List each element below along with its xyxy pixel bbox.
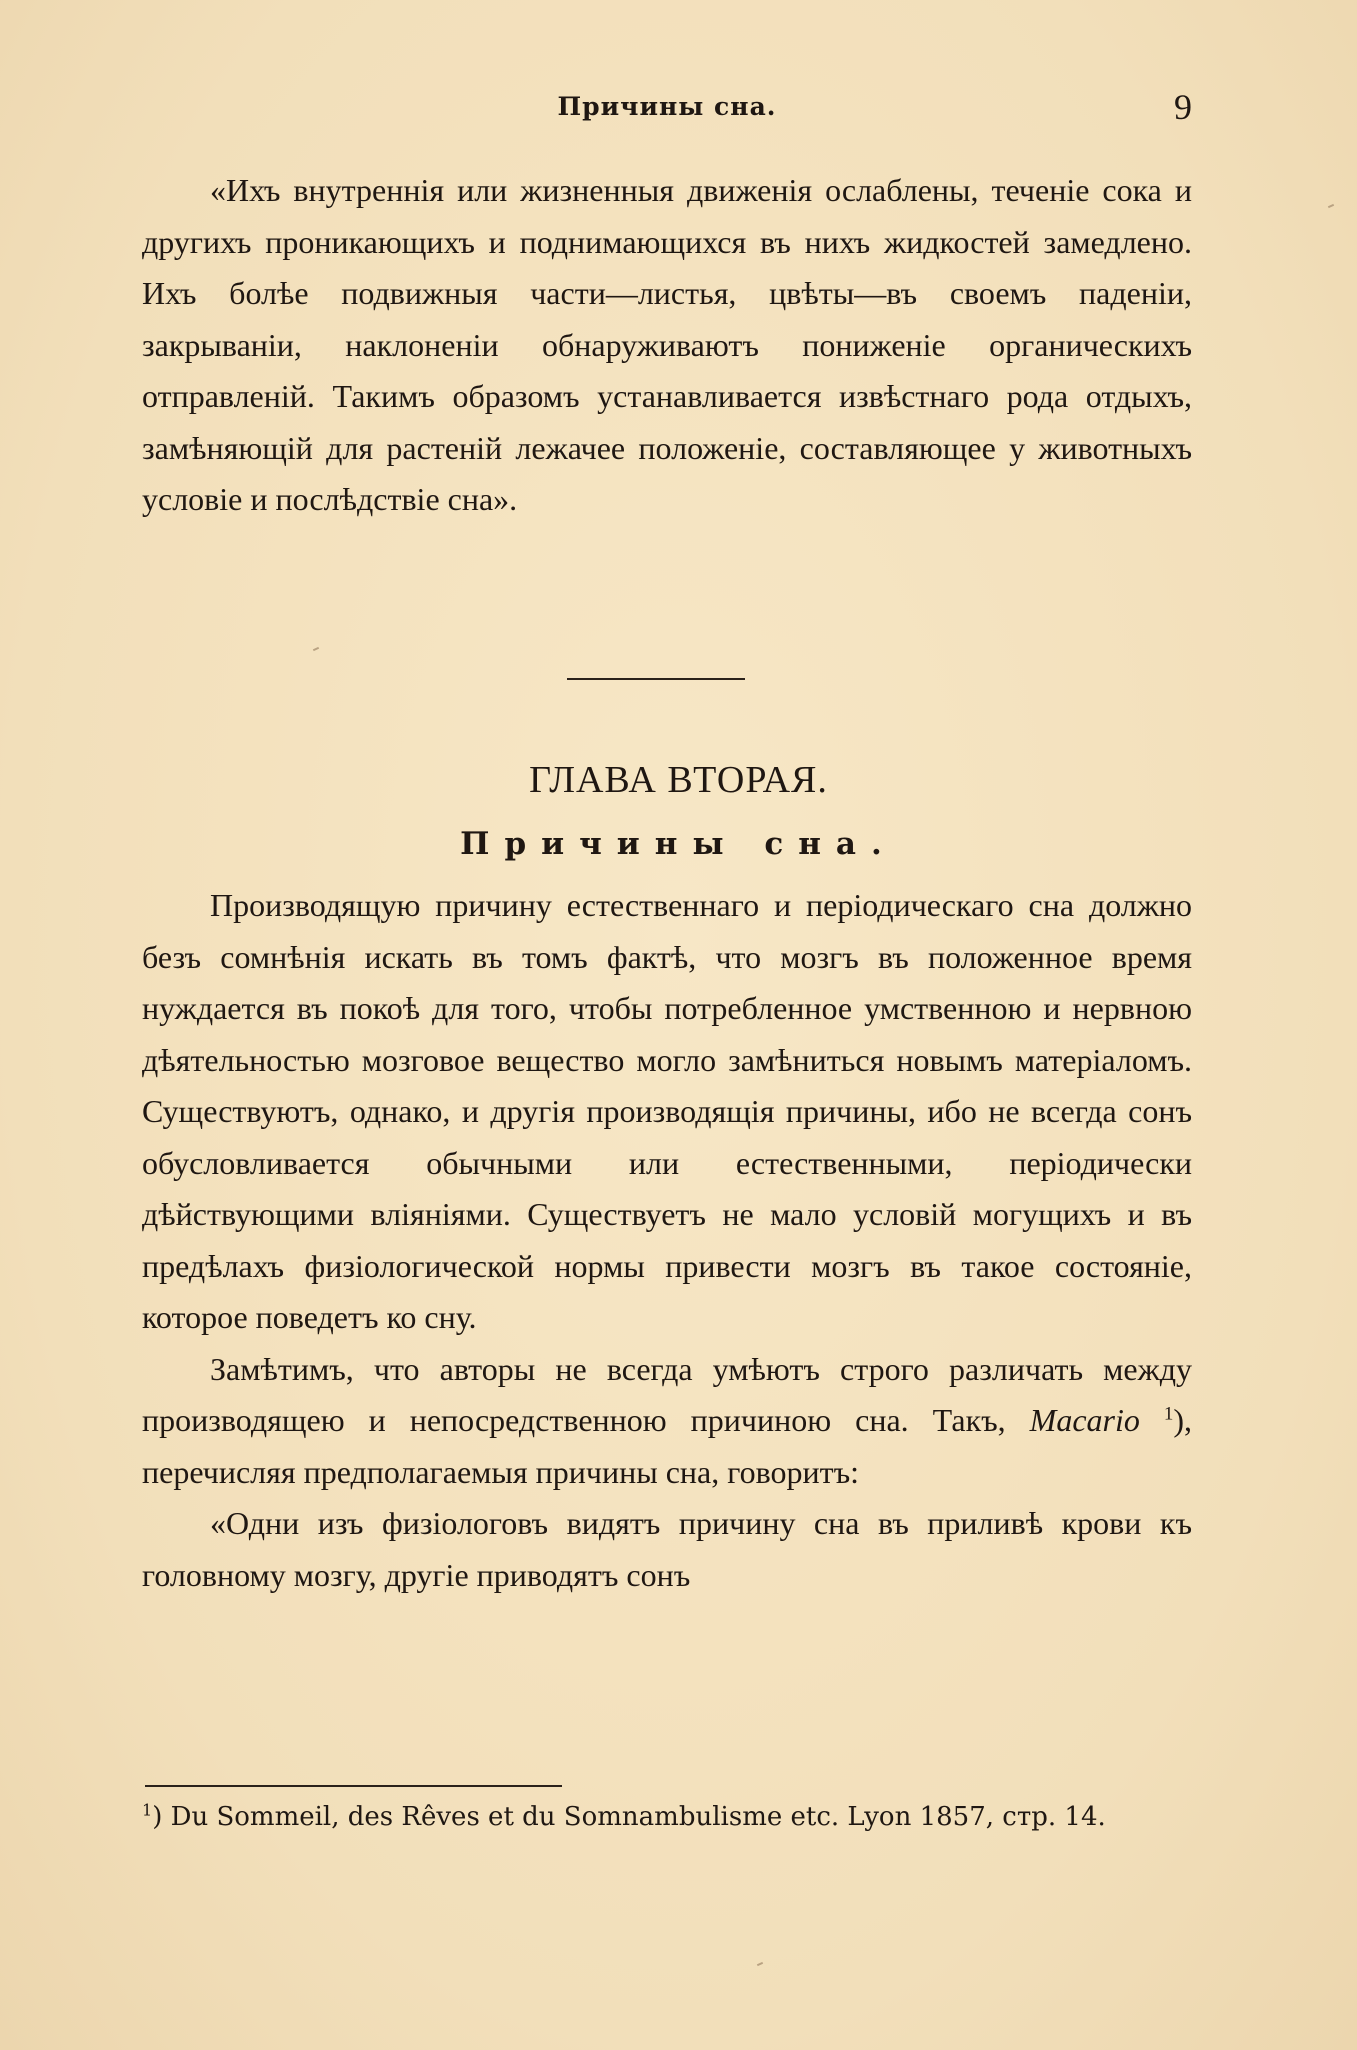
footnote-divider [145,1785,562,1787]
paper-speck [757,1962,763,1966]
paragraph-2-end: ), перечисляя предполагаемыя причины сна, говоритъ: [142,1402,1193,1490]
paragraph-1: Производящую причину естественнаго и періодическаго сна должно безъ сомнѣнія искать въ томъ фактѣ, что мозгъ въ положенное время нуждается въ покоѣ для того, чтобы потребленное умственною и нервною дѣятельностью мозговое вещество могло замѣниться новымъ матеріаломъ. Существуютъ, однако, и другія производящія причины, ибо не всегда сонъ обусловливается обычными или естественными, періодически дѣйствующими вліяніями. Существуетъ не мало условій могущихъ и въ предѣлахъ физіологической нормы привести мозгъ въ такое состояніе, которое поведетъ ко сну. [142,887,1192,1335]
paragraph-2-start: Замѣтимъ, что авторы не всегда умѣютъ строго различать между производящею и непосредственною причиною сна. Такъ, [142,1350,1192,1438]
chapter-heading: ГЛАВА ВТОРАЯ. [529,759,828,801]
running-title: Причины сна. [557,92,777,121]
paragraph-3: «Одни изъ физіологовъ видятъ причину сна въ приливѣ крови къ головному мозгу, другіе приводятъ сонъ [142,1505,1192,1593]
chapter-title: Причины сна. [460,826,897,862]
footnote-marker: 1 [142,1800,153,1820]
paragraph-2 [142,1344,1192,1499]
section-divider [567,678,745,680]
paper-speck [1328,204,1334,208]
quote-block [142,165,1192,526]
footnote [142,1796,1187,1839]
paper-speck [313,647,319,651]
page-number: 9 [1174,87,1192,127]
author-name: Macario [1029,1402,1140,1438]
chapter-body [142,880,1192,1601]
footnote-reference[interactable]: 1 [1163,1403,1174,1425]
quote-paragraph: «Ихъ внутреннія или жизненныя движенія ослаблены, теченіе сока и другихъ проникающихъ и поднимающихся въ нихъ жидкостей замедлено. Ихъ болѣе подвижныя части—листья, цвѣты—въ своемъ паденіи, закрываніи, наклоненіи обнаруживаютъ пониженіе органическихъ отправленій. Такимъ образомъ устанавливается извѣстнаго рода отдыхъ, замѣняющій для растеній лежачее положеніе, составляющее у животныхъ условіе и послѣдствіе сна». [142,172,1192,517]
footnote-text: ) Du Sommeil, des Rêves et du Somnambulisme etc. Lyon 1857, стр. 14. [152,1802,1106,1832]
running-head [142,87,1192,132]
